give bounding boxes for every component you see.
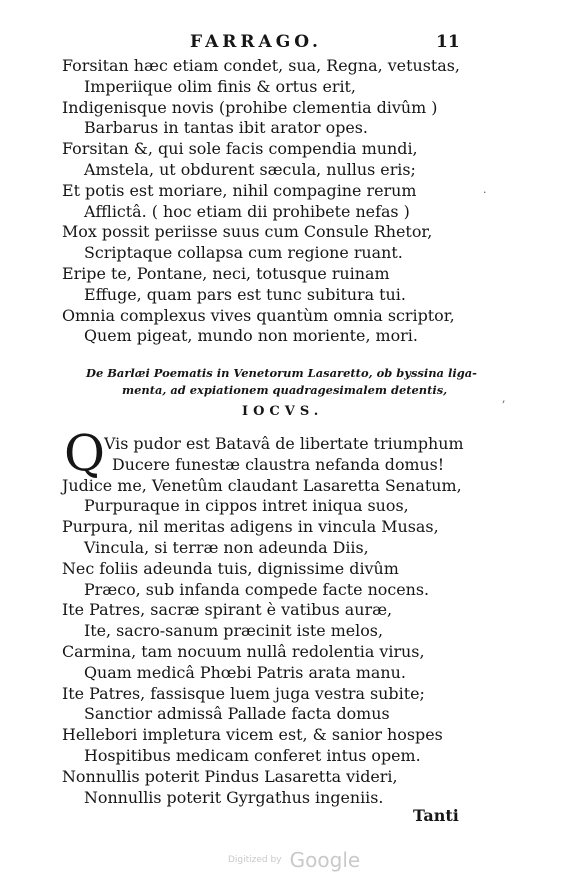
verse-line: Et potis est moriare, nihil compagine rerum	[62, 180, 417, 200]
verse-line: Forsitan &, qui sole facis compendia mundi,	[62, 139, 418, 159]
verse-line: Vis pudor est Batavâ de libertate triumphum	[104, 434, 464, 453]
watermark-prefix: Digitized by	[228, 855, 282, 865]
poem-heading	[0, 365, 569, 399]
verse-line: Omnia complexus vives quantùm omnia scriptor,	[62, 305, 455, 325]
verse-line: Ite, sacro-sanum præcinit iste melos,	[84, 621, 383, 641]
verse-line: Afflictâ. ( hoc etiam dii prohibete nefas )	[84, 201, 410, 221]
verse-line: Nec foliis adeunda tuis, dignissime divûm	[62, 558, 399, 578]
verse-line: Quem pigeat, mundo non moriente, mori.	[84, 326, 418, 346]
verse-line: Hospitibus medicam conferet intus opem.	[84, 745, 421, 765]
heading-line: menta, ad expiationem quadragesimalem detentis,	[122, 383, 448, 397]
verse-line: Carmina, tam nocuum nullâ redolentia virus,	[62, 641, 425, 661]
verse-line: Mox possit periisse suus cum Consule Rhetor,	[62, 222, 433, 242]
verse-line: Nonnullis poterit Pindus Lasaretta videri,	[62, 766, 398, 786]
catchword: Tanti	[413, 806, 459, 825]
verse-line: Ducere funestæ claustra nefanda domus!	[112, 454, 445, 474]
verse-line: Effuge, quam pars est tunc subitura tui.	[84, 284, 406, 304]
verse-line: Sanctior admissâ Pallade facta domus	[84, 704, 390, 724]
verse-line: Præco, sub infanda compede facte nocens.	[84, 579, 430, 599]
heading-line: De Barlæi Poematis in Venetorum Lasaretto, ob byssina liga-	[86, 366, 477, 380]
verse-line: Imperiique olim finis & ortus erit,	[84, 76, 356, 96]
poem-two	[0, 434, 569, 808]
verse-line: Purpura, nil meritas adigens in vincula Musas,	[62, 517, 439, 537]
verse-line: Eripe te, Pontane, neci, totusque ruinam	[62, 263, 390, 283]
verse-line: Forsitan hæc etiam condet, sua, Regna, vetustas,	[62, 56, 460, 75]
verse-line: Hellebori impletura vicem est, & sanior hospes	[62, 725, 443, 745]
verse-line: Ite Patres, sacræ spirant è vatibus auræ,	[62, 600, 393, 620]
page-number: 11	[436, 32, 460, 52]
poem-one	[0, 56, 569, 347]
ink-speck-icon: ,	[502, 392, 506, 405]
verse-line: Indigenisque novis (prohibe clementia divûm )	[62, 97, 438, 117]
ink-speck-icon: ·	[483, 186, 487, 199]
running-title: FARRAGO.	[190, 32, 322, 52]
page-header	[0, 32, 569, 54]
verse-line: Amstela, ut obdurent sæcula, nullus eris;	[84, 159, 416, 179]
verse-line: Vincula, si terræ non adeunda Diis,	[84, 537, 369, 557]
verse-line: Purpuraque in cippos intret iniqua suos,	[84, 496, 409, 516]
verse-line: Ite Patres, fassisque luem juga vestra subite;	[62, 683, 425, 703]
verse-line: Barbarus in tantas ibit arator opes.	[84, 118, 368, 138]
verse-line: Quam medicâ Phœbi Patris arata manu.	[84, 662, 406, 682]
drop-cap: Q	[64, 424, 105, 482]
digitization-watermark	[228, 848, 360, 872]
watermark-brand: Google	[289, 848, 361, 872]
verse-line: Nonnullis poterit Gyrgathus ingeniis.	[84, 787, 384, 807]
verse-line: Scriptaque collapsa cum regione ruant.	[84, 243, 403, 263]
poem-subtitle: IOCVS.	[242, 404, 324, 419]
verse-line: Judice me, Venetûm claudant Lasaretta Senatum,	[62, 475, 462, 495]
